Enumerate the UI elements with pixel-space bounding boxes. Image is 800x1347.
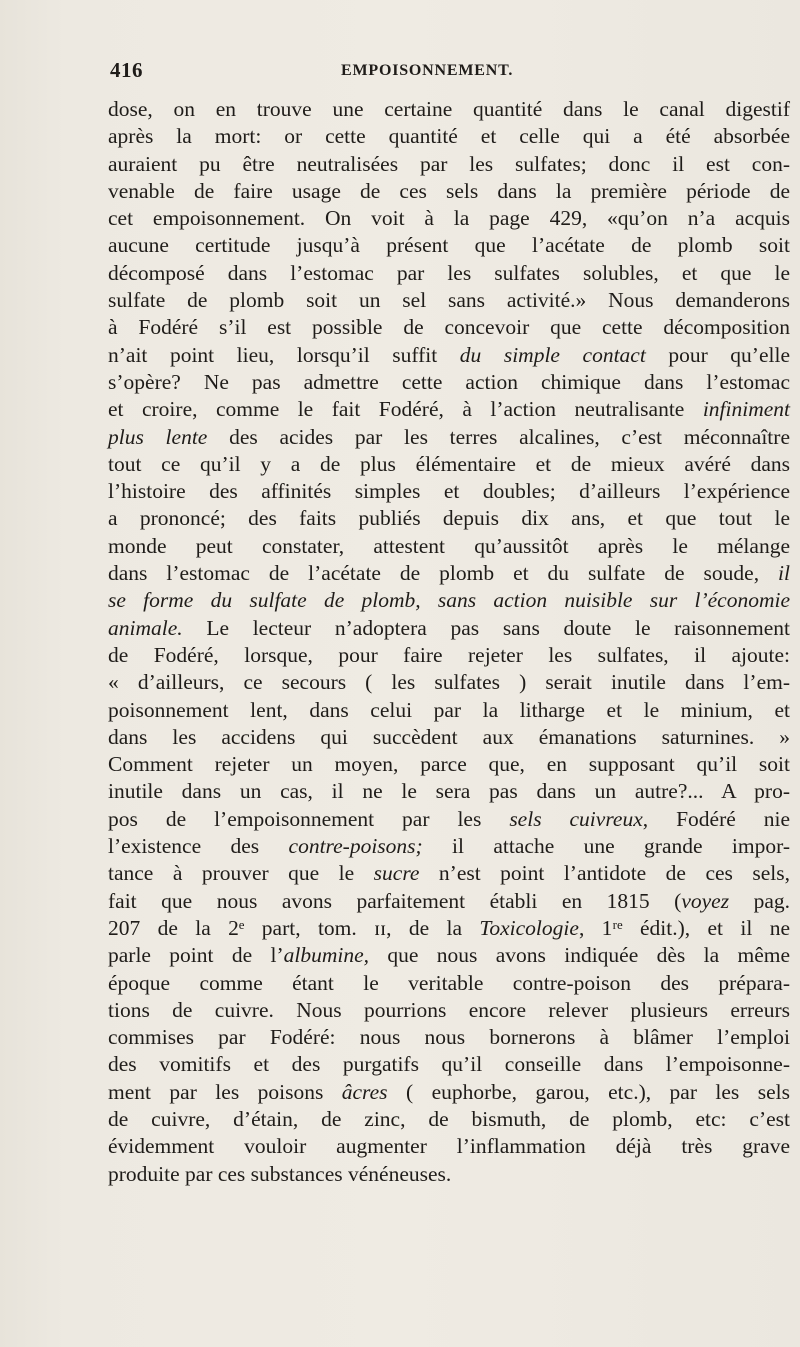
italic-text: contre-poisons;: [288, 834, 423, 859]
italic-text: sucre: [373, 861, 420, 886]
text-line: [108, 997, 790, 1024]
text-line: [108, 806, 790, 833]
text-line: [108, 888, 790, 915]
italic-text: animale.: [108, 615, 183, 640]
text-line: [108, 860, 790, 887]
text-segment: à Fodéré s’il est possible de concevoir que cette décomposition: [108, 315, 790, 340]
text-segment: l’histoire des affinités simples et doubles; d’ailleurs l’expérience: [108, 479, 790, 504]
italic-text: sels cuivreux: [509, 806, 643, 831]
text-segment: que nous avons indiquée dès la même: [369, 943, 790, 968]
text-line: [108, 724, 790, 751]
page-number: 416: [110, 58, 143, 82]
text-line: [108, 342, 790, 369]
text-line: [108, 232, 790, 259]
text-segment: ( euphorbe, garou, etc.), par les sels: [387, 1079, 790, 1104]
italic-text: infiniment: [702, 397, 790, 422]
text-segment: fait que nous avons parfaitement établi en 1815 (: [108, 888, 682, 913]
text-line: [108, 533, 790, 560]
italic-text: Toxicologie: [479, 915, 579, 940]
text-line: [108, 369, 790, 396]
text-segment: l’existence des: [108, 834, 289, 859]
text-segment: a prononcé; des faits publiés depuis dix ans, et que tout le: [108, 506, 790, 531]
text-segment: 207 de la 2ᵉ part, tom. ɪɪ, de la: [108, 915, 480, 940]
text-line: [108, 96, 790, 123]
text-line: [108, 205, 790, 232]
text-segment: , 1ʳᵉ édit.), et il ne: [578, 915, 790, 940]
page-header: [110, 58, 790, 90]
body-text: [108, 96, 790, 1188]
text-segment: époque comme étant le veritable contre-poison des prépara-: [108, 970, 790, 995]
text-line: [108, 1024, 790, 1051]
text-segment: dose, on en trouve une certaine quantité dans le canal digestif: [108, 97, 790, 121]
text-segment: « d’ailleurs, ce secours ( les sulfates ) serait inutile dans l’em-: [108, 670, 790, 695]
text-segment: , Fodéré nie: [642, 806, 790, 831]
text-segment: sulfate de plomb soit un sel sans activité.» Nous demanderons: [108, 288, 790, 313]
text-segment: ment par les poisons: [108, 1079, 342, 1104]
text-segment: venable de faire usage de ces sels dans la première période de: [108, 178, 790, 203]
italic-text: du simple contact: [459, 342, 646, 367]
text-segment: Le lecteur n’adoptera pas sans doute le raisonnement: [182, 615, 790, 640]
text-segment: dans les accidens qui succèdent aux émanations saturnines. »: [108, 724, 790, 749]
text-line: [108, 587, 790, 614]
text-segment: inutile dans un cas, il ne le sera pas dans un autre?... A pro-: [108, 779, 790, 804]
text-line: [108, 287, 790, 314]
text-line: [108, 970, 790, 997]
text-segment: évidemment vouloir augmenter l’inflammation déjà très grave: [108, 1134, 790, 1159]
text-line: [108, 778, 790, 805]
text-line: [108, 1161, 790, 1188]
text-line: [108, 424, 790, 451]
text-segment: et croire, comme le fait Fodéré, à l’action neutralisante: [108, 397, 703, 422]
text-segment: de Fodéré, lorsque, pour faire rejeter les sulfates, il ajoute:: [108, 642, 790, 667]
text-line: [108, 314, 790, 341]
text-segment: n’est point l’antidote de ces sels,: [419, 861, 790, 886]
text-line: [108, 833, 790, 860]
italic-text: âcres: [341, 1079, 388, 1104]
text-segment: poisonnement lent, dans celui par la litharge et le minium, et: [108, 697, 790, 722]
text-line: [108, 123, 790, 150]
text-segment: monde peut constater, attestent qu’aussitôt après le mélange: [108, 533, 790, 558]
text-segment: commises par Fodéré: nous nous bornerons à blâmer l’emploi: [108, 1025, 790, 1050]
text-segment: pos de l’empoisonnement par les: [108, 806, 510, 831]
text-line: [108, 178, 790, 205]
text-segment: pag.: [729, 888, 790, 913]
text-segment: auraient pu être neutralisées par les sulfates; donc il est con-: [108, 151, 790, 176]
italic-text: il: [778, 561, 790, 586]
text-line: [108, 151, 790, 178]
text-segment: parle point de l’: [108, 943, 284, 968]
text-segment: il attache une grande impor-: [422, 834, 790, 859]
text-segment: décomposé dans l’estomac par les sulfates solubles, et que le: [108, 260, 790, 285]
text-segment: s’opère? Ne pas admettre cette action chimique dans l’estomac: [108, 369, 790, 394]
text-segment: des acides par les terres alcalines, c’est méconnaître: [207, 424, 790, 449]
running-title: EMPOISONNEMENT.: [341, 62, 514, 79]
text-line: [108, 505, 790, 532]
text-line: [108, 697, 790, 724]
text-segment: après la mort: or cette quantité et celle qui a été absorbée: [108, 124, 790, 149]
text-line: [108, 915, 790, 942]
italic-text: albumine,: [283, 943, 370, 968]
text-line: [108, 615, 790, 642]
text-line: [108, 1051, 790, 1078]
text-line: [108, 1106, 790, 1133]
text-segment: pour qu’elle: [645, 342, 791, 367]
text-segment: tout ce qu’il y a de plus élémentaire et de mieux avéré dans: [108, 451, 790, 476]
text-segment: tance à prouver que le: [108, 861, 374, 886]
text-segment: dans l’estomac de l’acétate de plomb et du sulfate de soude,: [108, 561, 779, 586]
italic-text: se forme du sulfate de plomb, sans action nuisible sur l’économie: [108, 588, 790, 613]
text-segment: aucune certitude jusqu’à présent que l’acétate de plomb soit: [108, 233, 790, 258]
text-segment: de cuivre, d’étain, de zinc, de bismuth, de plomb, etc: c’est: [108, 1106, 790, 1131]
text-line: [108, 669, 790, 696]
text-line: [108, 942, 790, 969]
text-line: [108, 1079, 790, 1106]
text-line: [108, 642, 790, 669]
text-segment: n’ait point lieu, lorsqu’il suffit: [108, 342, 460, 367]
text-line: [108, 260, 790, 287]
text-line: [108, 1133, 790, 1160]
text-line: [108, 396, 790, 423]
text-line: [108, 478, 790, 505]
text-line: [108, 751, 790, 778]
text-segment: cet empoisonnement. On voit à la page 429, «qu’on n’a acquis: [108, 206, 790, 231]
text-segment: des vomitifs et des purgatifs qu’il conseille dans l’empoisonne-: [108, 1052, 790, 1077]
text-line: [108, 560, 790, 587]
text-line: [108, 451, 790, 478]
text-segment: Comment rejeter un moyen, parce que, en supposant qu’il soit: [108, 752, 790, 777]
italic-text: voyez: [681, 888, 730, 913]
text-segment: tions de cuivre. Nous pourrions encore relever plusieurs erreurs: [108, 997, 790, 1022]
italic-text: plus lente: [108, 424, 208, 449]
text-segment: produite par ces substances vénéneuses.: [108, 1161, 452, 1186]
